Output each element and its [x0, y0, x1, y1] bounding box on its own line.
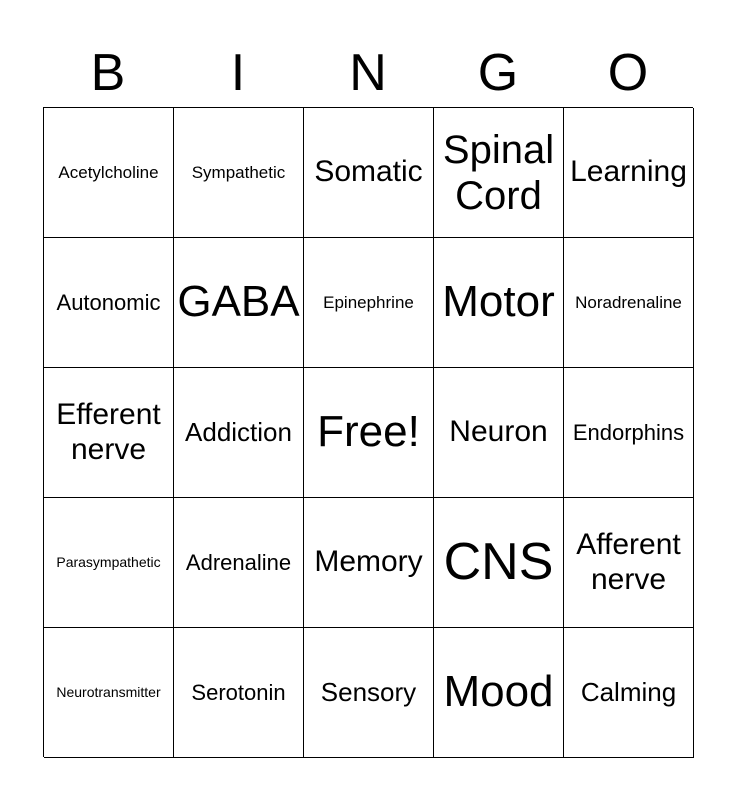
bingo-cell[interactable]: CNS	[434, 498, 564, 628]
bingo-cell[interactable]: Learning	[564, 108, 694, 238]
bingo-cell[interactable]: Calming	[564, 628, 694, 758]
bingo-board	[43, 107, 693, 757]
bingo-cell[interactable]: Spinal Cord	[434, 108, 564, 238]
bingo-cell[interactable]: Sympathetic	[174, 108, 304, 238]
bingo-cell[interactable]: Mood	[434, 628, 564, 758]
header-letter-b: B	[90, 44, 126, 102]
bingo-cell[interactable]: Neuron	[434, 368, 564, 498]
bingo-cell[interactable]: Acetylcholine	[44, 108, 174, 238]
bingo-cell[interactable]: Efferent nerve	[44, 368, 174, 498]
bingo-cell[interactable]: Sensory	[304, 628, 434, 758]
bingo-header	[43, 40, 693, 106]
bingo-cell[interactable]: Neurotransmitter	[44, 628, 174, 758]
bingo-cell[interactable]: Motor	[434, 238, 564, 368]
bingo-cell[interactable]: Epinephrine	[304, 238, 434, 368]
header-letter-g: G	[477, 44, 519, 102]
bingo-cell[interactable]: Adrenaline	[174, 498, 304, 628]
header-letter-n: N	[349, 44, 387, 102]
bingo-cell[interactable]: Autonomic	[44, 238, 174, 368]
bingo-cell[interactable]: Afferent nerve	[564, 498, 694, 628]
free-space-cell[interactable]: Free!	[304, 368, 434, 498]
header-letter-i: I	[230, 44, 246, 102]
header-letter-o: O	[607, 44, 649, 102]
bingo-cell[interactable]: Memory	[304, 498, 434, 628]
bingo-cell[interactable]: Noradrenaline	[564, 238, 694, 368]
bingo-cell[interactable]: Endorphins	[564, 368, 694, 498]
bingo-cell[interactable]: GABA	[174, 238, 304, 368]
bingo-cell[interactable]: Serotonin	[174, 628, 304, 758]
bingo-cell[interactable]: Somatic	[304, 108, 434, 238]
bingo-cell[interactable]: Addiction	[174, 368, 304, 498]
bingo-cell[interactable]: Parasympathetic	[44, 498, 174, 628]
